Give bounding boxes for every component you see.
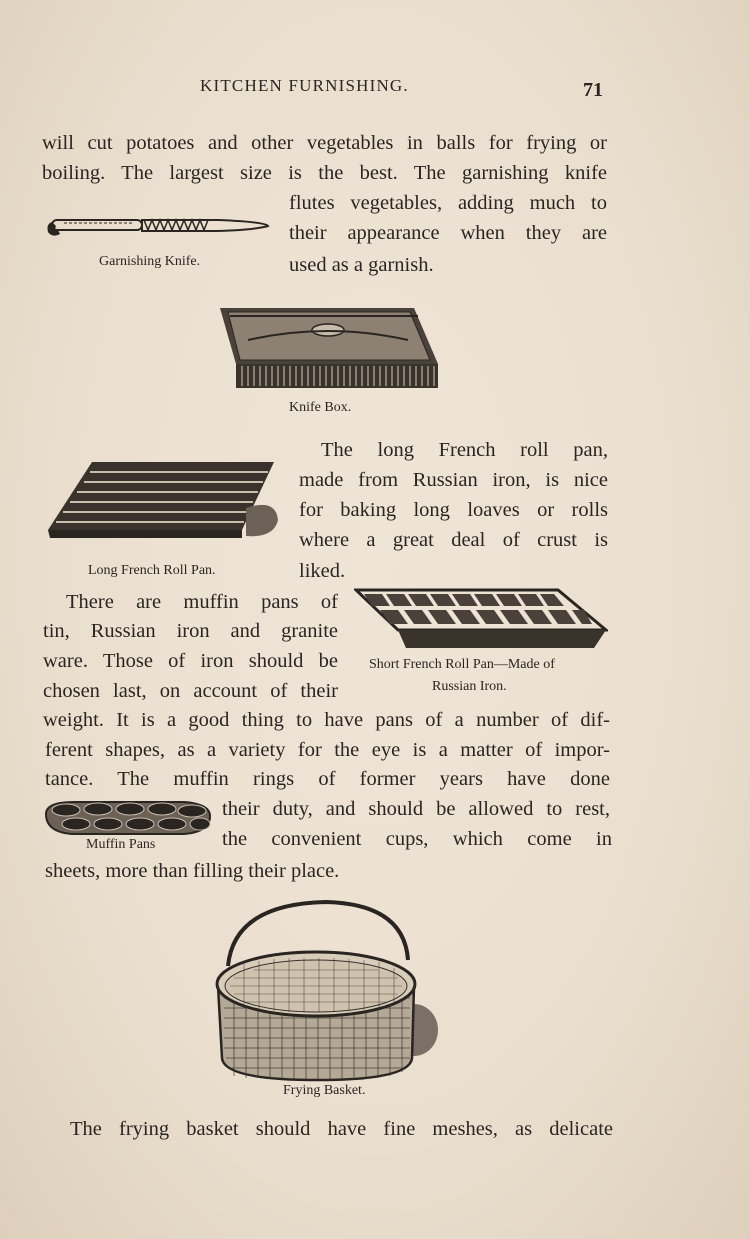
- caption-frying-basket: Frying Basket.: [283, 1083, 366, 1098]
- text-line-1: will cut potatoes and other vegetables in balls for frying or: [42, 132, 607, 154]
- text-line-14: chosen last, on account of their: [43, 680, 338, 702]
- text-line-3: flutes vegetables, adding much to: [289, 192, 607, 214]
- frying-basket-illustration: [214, 898, 442, 1084]
- text-line-13: ware. Those of iron should be: [43, 650, 338, 672]
- text-line-7: made from Russian iron, is nice: [299, 469, 608, 491]
- text-line-16: ferent shapes, as a variety for the eye is a matter of impor-: [45, 739, 610, 761]
- garnishing-knife-illustration: [44, 210, 270, 244]
- text-line-12: tin, Russian iron and granite: [43, 620, 338, 642]
- caption-long-french-roll-pan: Long French Roll Pan.: [88, 563, 216, 578]
- text-line-2: boiling. The largest size is the best. The garnishing knife: [42, 162, 607, 184]
- text-line-15: weight. It is a good thing to have pans of a number of dif-: [43, 709, 610, 731]
- running-head: KITCHEN FURNISHING.: [200, 76, 409, 95]
- text-line-6: The long French roll pan,: [321, 439, 608, 461]
- text-line-9: where a great deal of crust is: [299, 529, 608, 551]
- knife-box-illustration: [218, 306, 441, 390]
- text-line-11: There are muffin pans of: [66, 591, 338, 613]
- long-french-roll-pan-illustration: [46, 458, 282, 544]
- text-line-5: used as a garnish.: [289, 254, 434, 276]
- text-line-17: tance. The muffin rings of former years have done: [45, 768, 610, 790]
- text-line-4: their appearance when they are: [289, 222, 607, 244]
- text-line-18: their duty, and should be allowed to rest,: [222, 798, 610, 820]
- text-line-21: The frying basket should have fine meshes, as delicate: [70, 1118, 613, 1140]
- caption-short-french-roll-pan-line-2: Russian Iron.: [432, 679, 507, 694]
- caption-garnishing-knife: Garnishing Knife.: [99, 254, 201, 269]
- caption-short-french-roll-pan-line-1: Short French Roll Pan—Made of: [369, 657, 555, 672]
- caption-knife-box: Knife Box.: [289, 400, 352, 415]
- text-line-19: the convenient cups, which come in: [222, 828, 612, 850]
- text-line-10: liked.: [299, 560, 346, 582]
- page-number: 71: [583, 79, 603, 101]
- caption-muffin-pans: Muffin Pans: [86, 837, 156, 852]
- text-line-8: for baking long loaves or rolls: [299, 499, 608, 521]
- text-line-20: sheets, more than filling their place.: [45, 860, 340, 882]
- muffin-pans-illustration: [44, 798, 212, 840]
- short-french-roll-pan-illustration: [354, 586, 608, 656]
